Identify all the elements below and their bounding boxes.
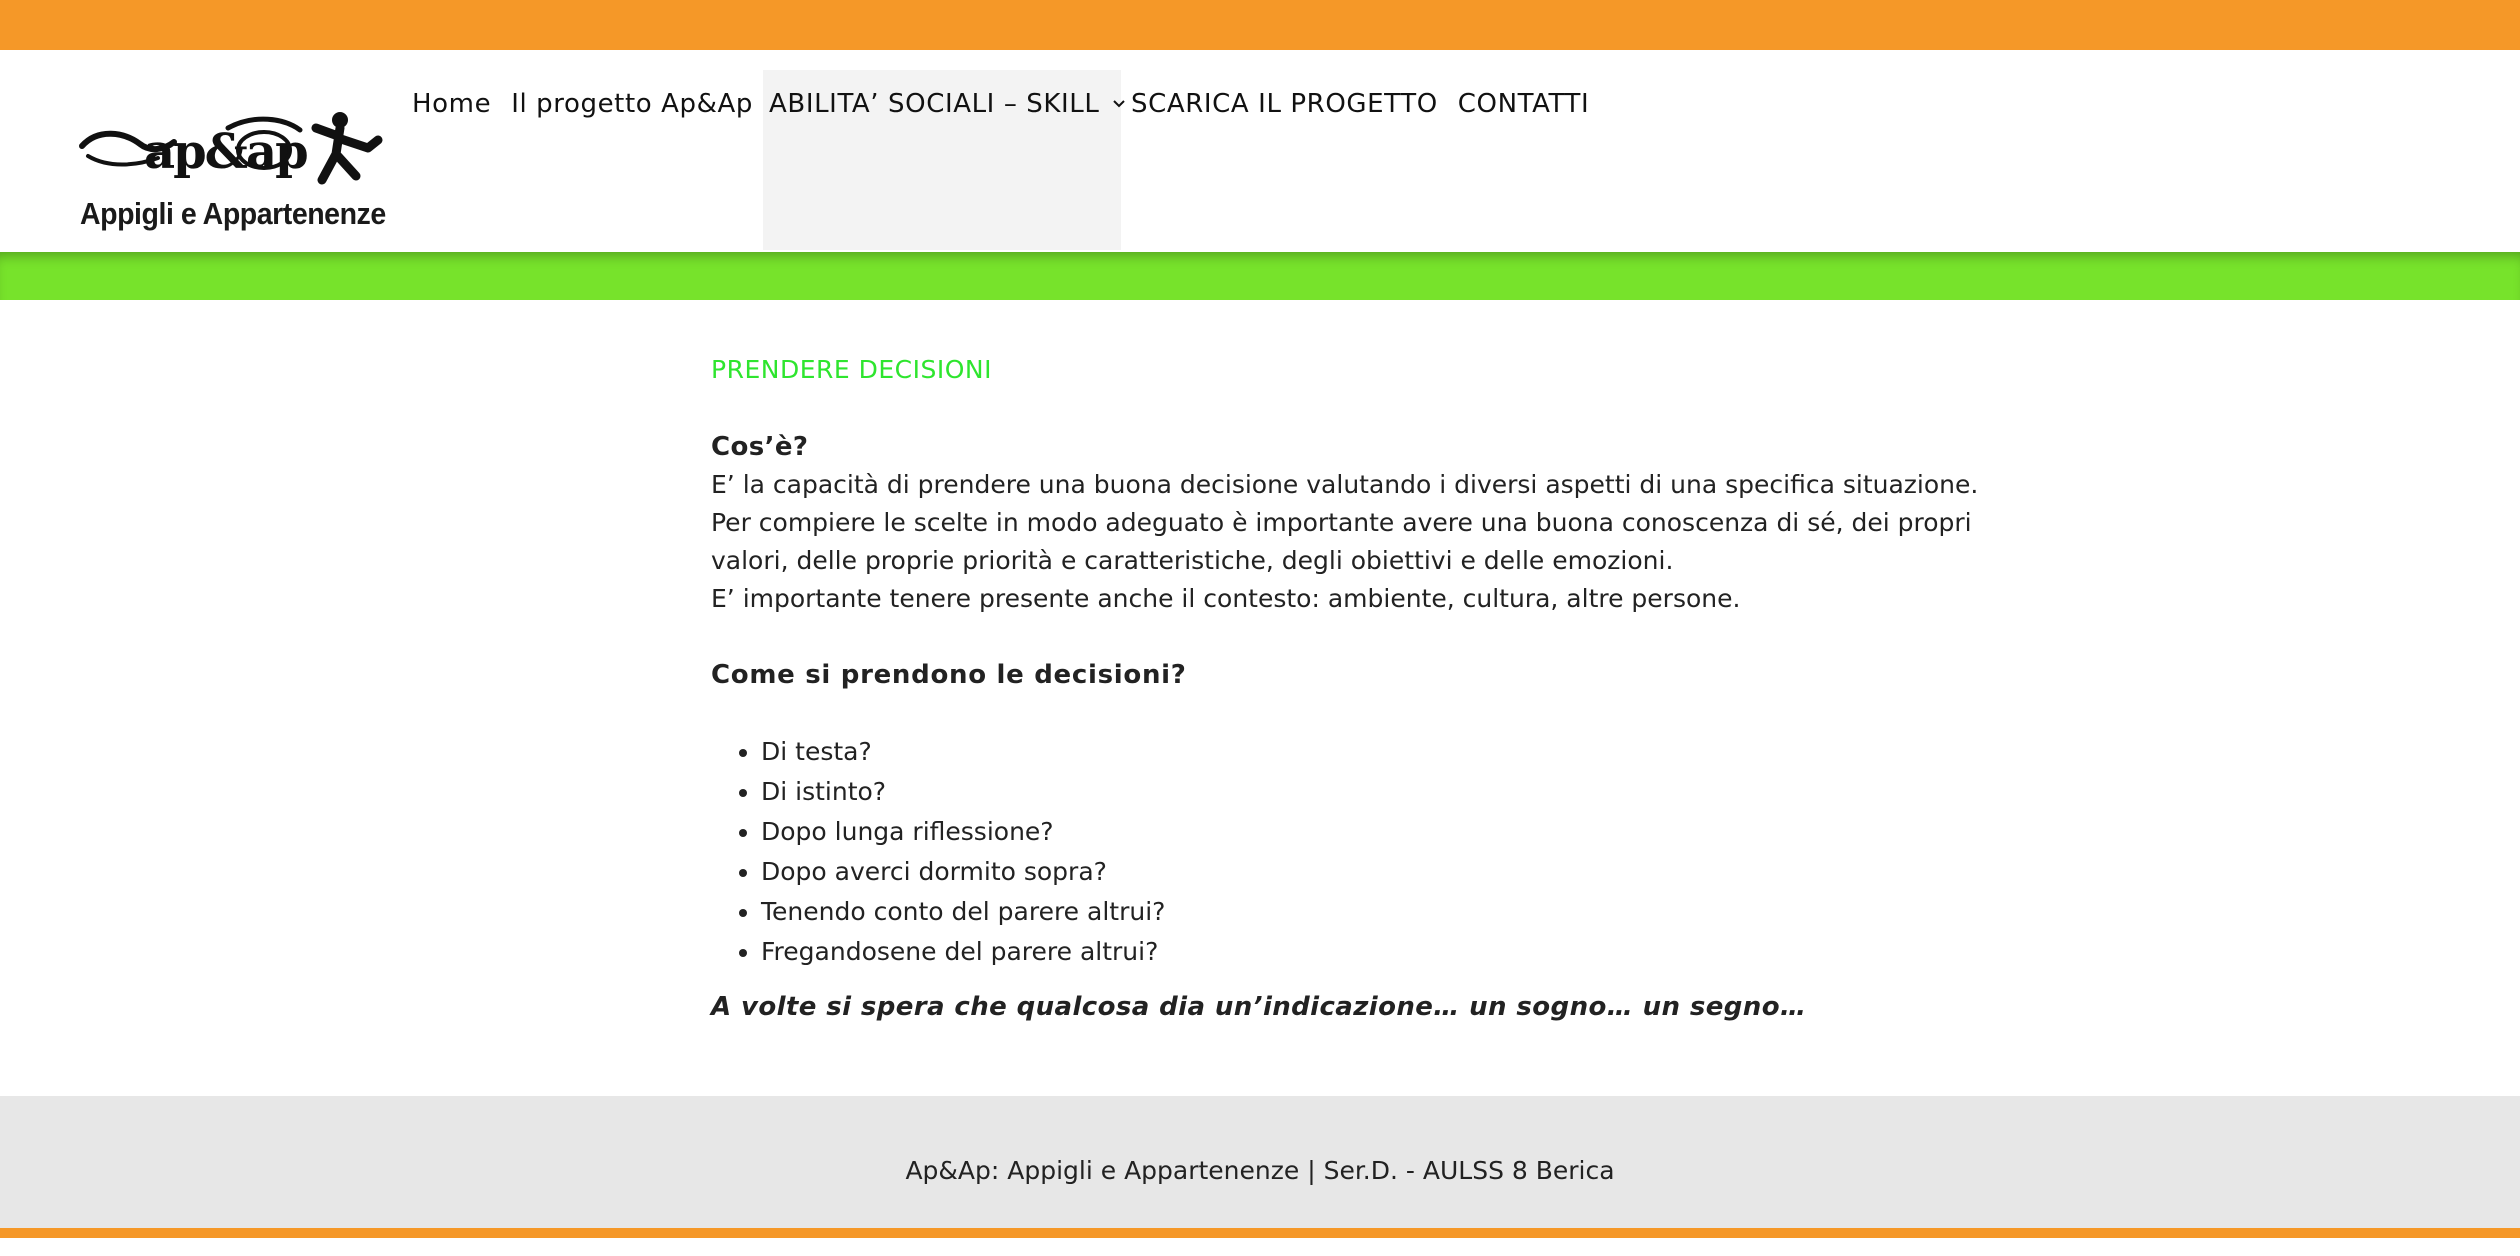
paragraph: E’ la capacità di prendere una buona decisione valutando i diversi aspetti di una specifica situazione. bbox=[711, 470, 1979, 499]
nav-item-progetto[interactable] bbox=[501, 70, 763, 250]
site-logo[interactable] bbox=[78, 110, 384, 232]
logo-graphic bbox=[78, 110, 384, 196]
nav-item-abilita-sociali[interactable] bbox=[763, 70, 1121, 250]
nav-item-scarica-progetto[interactable] bbox=[1121, 70, 1448, 250]
list-item: • Di istinto? bbox=[761, 772, 2011, 812]
bottom-accent-bar bbox=[0, 1228, 2520, 1238]
site-header bbox=[0, 50, 2520, 252]
closing-quote: A volte si spera che qualcosa dia un’indicazione… un sogno… un segno… bbox=[711, 992, 1807, 1022]
page-title: PRENDERE DECISIONI bbox=[711, 355, 992, 384]
top-accent-bar bbox=[0, 0, 2520, 50]
paragraph: Per compiere le scelte in modo adeguato è importante avere una buona conoscenza di sé, dei propri valori, delle proprie priorità e caratteristiche, degli obiettivi e delle emozioni. bbox=[711, 508, 1972, 575]
main-navigation bbox=[402, 70, 1599, 250]
site-footer bbox=[0, 1096, 2520, 1228]
nav-item-label: ABILITA’ SOCIALI – SKILL bbox=[769, 89, 1100, 119]
svg-text:ap&ap: ap&ap bbox=[144, 124, 307, 180]
list-item: • Dopo lunga riflessione? bbox=[761, 812, 2011, 852]
nav-item-label: CONTATTI bbox=[1457, 89, 1590, 119]
list-item: • Dopo averci dormito sopra? bbox=[761, 852, 2011, 892]
nav-item-contatti[interactable] bbox=[1448, 70, 1599, 250]
list-item: • Di testa? bbox=[761, 732, 2011, 772]
green-accent-bar bbox=[0, 252, 2520, 300]
what-heading: Cos’è? bbox=[711, 432, 809, 462]
logo-text: Appigli e Appartenenze bbox=[80, 196, 386, 231]
nav-item-home[interactable] bbox=[402, 70, 501, 250]
paragraph: E’ importante tenere presente anche il contesto: ambiente, cultura, altre persone. bbox=[711, 584, 1741, 613]
how-heading: Come si prendono le decisioni? bbox=[711, 660, 1187, 690]
main-content bbox=[711, 340, 2011, 1026]
footer-text: Ap&Ap: Appigli e Appartenenze | Ser.D. - AULSS 8 Berica bbox=[905, 1156, 1615, 1185]
list-item: • Tenendo conto del parere altrui? bbox=[761, 892, 2011, 932]
nav-item-label: Home bbox=[412, 89, 492, 119]
nav-item-label: Il progetto Ap&Ap bbox=[511, 89, 753, 119]
list-item: • Fregandosene del parere altrui? bbox=[761, 932, 2011, 972]
decision-methods-list bbox=[711, 732, 2011, 972]
nav-item-label: SCARICA IL PROGETTO bbox=[1131, 89, 1438, 119]
